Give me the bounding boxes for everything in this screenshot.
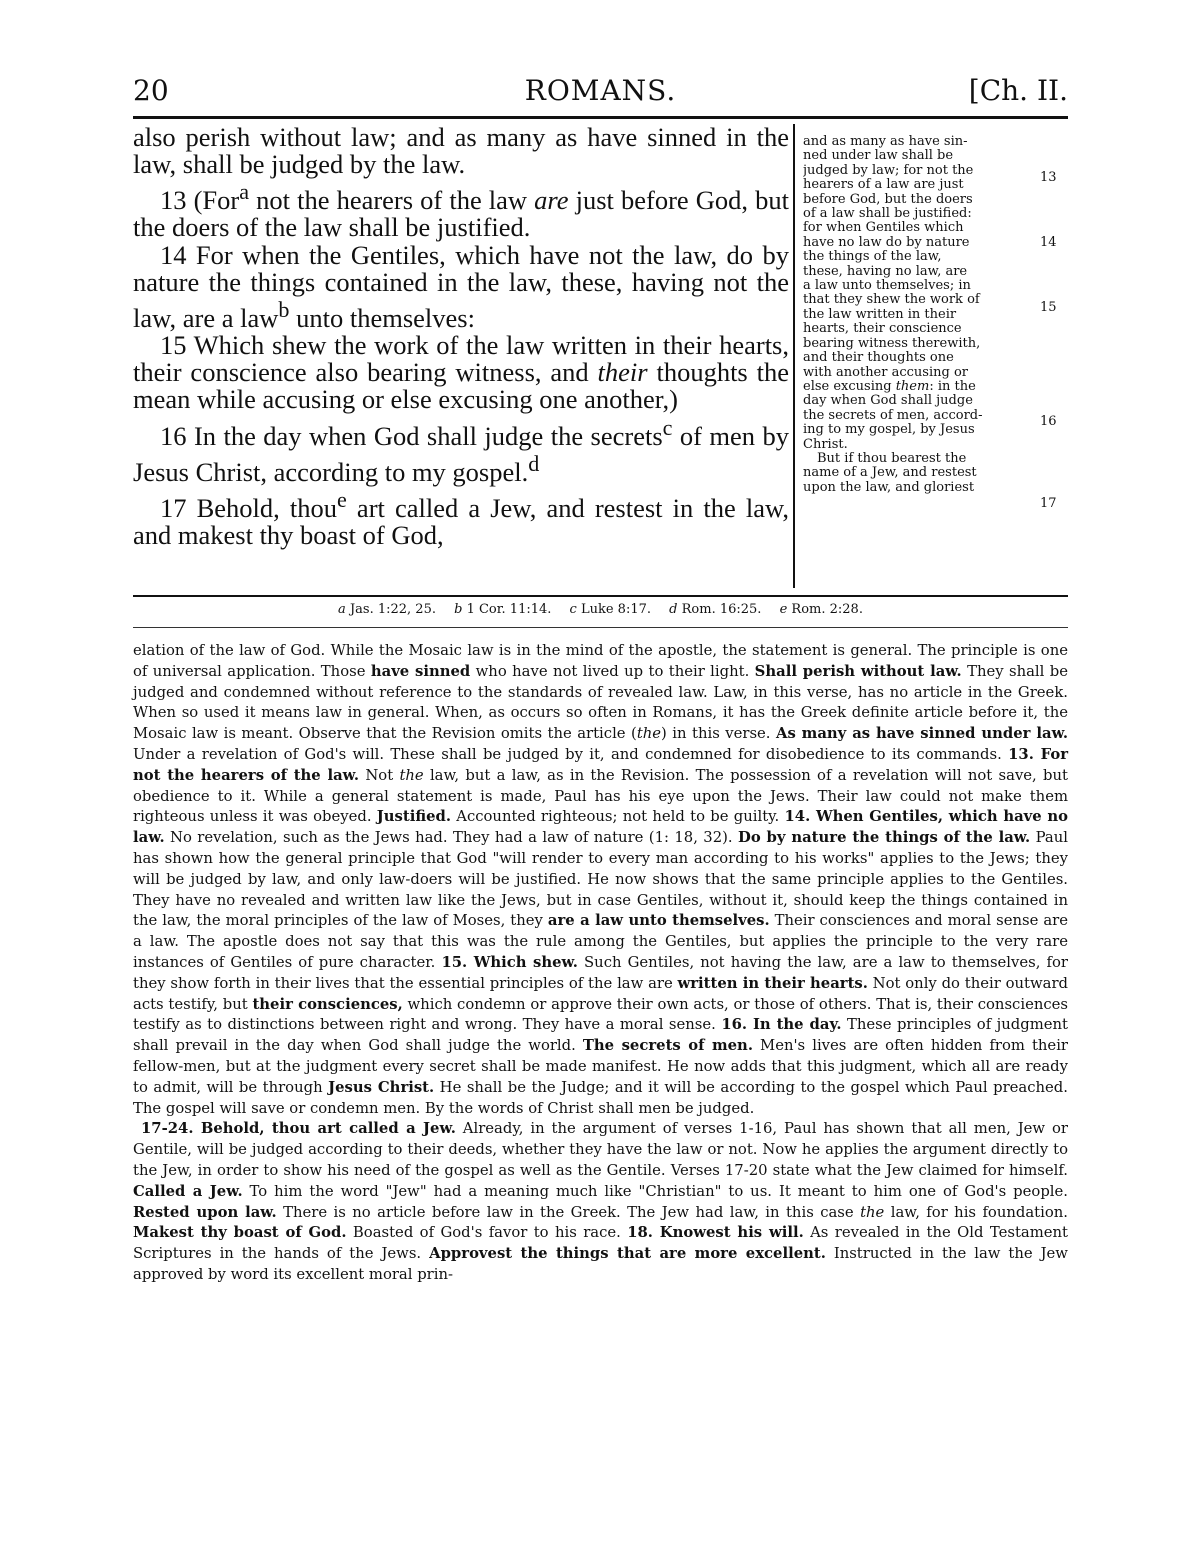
- side-line: day when God shall judge: [803, 394, 973, 409]
- side-line: the secrets of men, accord-: [803, 408, 983, 423]
- commentary-paragraph: elation of the law of God. While the Mosaic law is in the mind of the apostle, the statement is general. The principle is one of universal application. Those have sinned who have not lived up to their light. Shall perish without law. They shall be judged and condemned without reference to the standards of revealed law. Law, in this verse, has no article in the Greek. When so used it means law in general. When, as occurs so often in Romans, it has the Greek definite article before it, the Mosaic law is meant. Observe that the Revision omits the article (the) in this verse. As many as have sinned under law. Under a revelation of God's will. These shall be judged by it, and condemned for disobedience to its commands. 13. For not the hearers of the law. Not the law, but a law, as in the Revision. The possession of a revelation will not save, but obedience to it. While a general statement is made, Paul has his eye upon the Jews. Their law could not make them righteous unless it was obeyed. Justified. Accounted righteous; not held to be guilty. 14. When Gentiles, which have no law. No revelation, such as the Jews had. They had a law of nature (1: 18, 32). Do by nature the things of the law. Paul has shown how the general principle that God "will render to every man according to his works" applies to the Jews; they will be judged by law, and only law-doers will be justified. He now shows that the same principle applies to the Gentiles. They have no revealed and written law like the Jews, but in case Gentiles, without it, should keep the things contained in the law, the moral principles of the law of Moses, they are a law unto themselves. Their consciences and moral sense are a law. The apostle does not say that this was the rule among the Gentiles, but applies the principle to the very rare instances of Gentiles of pure character. 15. Which shew. Such Gentiles, not having the law, are a law to themselves, for they show forth in their lives that the essential principles of the law are written in their hearts. Not only do their outward acts testify, but their consciences, which condemn or approve their own acts, or those of others. That is, their consciences testify as to distinctions between right and wrong. They have a moral sense. 16. In the day. These principles of judgment shall prevail in the day when God shall judge the world. The secrets of men. Men's lives are often hidden from their fellow-men, but at the judgment every secret shall be made manifest. He now adds that this judgment, which all are ready to admit, will be through Jesus Christ. He shall be the Judge; and it will be according to the gospel which Paul preached. The gospel will save or condemn men. By the words of Christ shall men be judged.: [133, 642, 1069, 1117]
- footnote-mark-c: c: [662, 414, 673, 440]
- side-line: hearers of a law are just: [803, 178, 964, 193]
- side-line: name of a Jew, and restest: [803, 466, 977, 481]
- footnotes: [133, 602, 1068, 617]
- commentary-paragraph: 17-24. Behold, thou art called a Jew. Already, in the argument of verses 1-16, Paul has shown that all men, Jew or Gentile, will be judged according to their deeds, whether they have the law or not. Now he applies the argument directly to the Jew, in order to show his need of the gospel as well as the Gentile. Verses 17-20 state what the Jew claimed for himself. Called a Jew. To him the word "Jew" had a meaning much like "Christian" to us. It meant to him one of God's people. Rested upon law. There is no article before law in the Greek. The Jew had law, in this case the law, for his foundation. Makest thy boast of God. Boasted of God's favor to his race. 18. Knowest his will. As revealed in the Old Testament Scriptures in the hands of the Jews. Approvest the things that are more excellent. Instructed in the law the Jew approved by word its excellent moral prin-: [133, 1120, 1069, 1283]
- side-verse-number: 13: [1040, 170, 1057, 185]
- footnote-mark-e: e: [337, 486, 347, 512]
- header-rule: [133, 116, 1068, 119]
- side-line: and their thoughts one: [803, 351, 954, 366]
- side-line: the things of the law,: [803, 250, 942, 265]
- side-line: Christ.: [803, 437, 848, 452]
- footnote-e: e Rom. 2:28.: [779, 602, 863, 617]
- side-line: have no law do by nature: [803, 235, 970, 250]
- side-verse-number: 16: [1040, 414, 1057, 429]
- side-line: that they shew the work of: [803, 293, 980, 308]
- side-line: hearts, their conscience: [803, 322, 962, 337]
- verse-14: 14 For when the Gentiles, which have not the law, do by nature the things contained in the law, these, having not the law, are a law$^b$ unto themselves:: [133, 239, 789, 333]
- footnote-mark-a: a: [239, 179, 250, 205]
- footnote-mark-d: d: [528, 450, 540, 476]
- side-line: for when Gentiles which: [803, 221, 964, 236]
- scripture-text-revision: [803, 135, 1035, 495]
- side-line: of a law shall be justified:: [803, 207, 972, 222]
- side-line: the law written in their: [803, 307, 957, 322]
- side-line: judged by law; for not the: [803, 163, 974, 178]
- side-line: But if thou bearest the: [817, 451, 967, 466]
- side-line: and as many as have sin-: [803, 135, 968, 149]
- scripture-text-kjv: [133, 124, 789, 549]
- footnote-a: a Jas. 1:22, 25.: [338, 602, 436, 617]
- text-rule: [133, 595, 1068, 597]
- column-divider: [793, 124, 795, 588]
- running-title: ROMANS.: [524, 74, 677, 107]
- verse-17: 17 Behold, thou$^e$ art called a Jew, and restest in the law, and makest thy boast of God,: [133, 486, 790, 550]
- side-line: a law unto themselves; in: [803, 279, 971, 294]
- footnote-c: c Luke 8:17.: [569, 602, 652, 617]
- side-verse-number: 14: [1040, 235, 1057, 250]
- side-line: these, having no law, are: [803, 264, 968, 279]
- verse-13: 13 (For$^a$ not the hearers of the law are just before God, but the doers of the law shall be justified.: [133, 179, 789, 243]
- side-line: with another accusing or: [803, 365, 968, 380]
- side-line: ned under law shall be: [803, 149, 954, 164]
- footnote-d: d Rom. 16:25.: [669, 602, 762, 617]
- verse-16: 16 In the day when God shall judge the secrets$^c$ of men by Jesus Christ, according to my gospel.$^d$: [133, 414, 790, 487]
- side-line: upon the law, and gloriest: [803, 480, 975, 495]
- side-verse-number: 15: [1040, 300, 1057, 315]
- footnote-rule: [133, 627, 1068, 628]
- side-line: ing to my gospel, by Jesus: [803, 423, 975, 438]
- running-header: [133, 72, 1068, 112]
- side-line: bearing witness therewith,: [803, 336, 981, 351]
- page-number: 20: [133, 74, 169, 107]
- side-verse-number: 17: [1040, 496, 1057, 511]
- commentary: [133, 641, 1068, 1286]
- side-line: else excusing them: in the: [803, 379, 976, 394]
- chapter-marker: [Ch. II.: [968, 74, 1068, 107]
- verse-12-continued: also perish without law; and as many as have sinned in the law, shall be judged by the law.: [133, 122, 789, 180]
- footnote-b: b 1 Cor. 11:14.: [454, 602, 552, 617]
- side-line: before God, but the doers: [803, 192, 973, 207]
- footnote-mark-b: b: [278, 297, 290, 323]
- verse-15: 15 Which shew the work of the law written in their hearts, their conscience also bearing witness, and their thoughts the mean while accusing or else excusing one another,): [133, 330, 789, 415]
